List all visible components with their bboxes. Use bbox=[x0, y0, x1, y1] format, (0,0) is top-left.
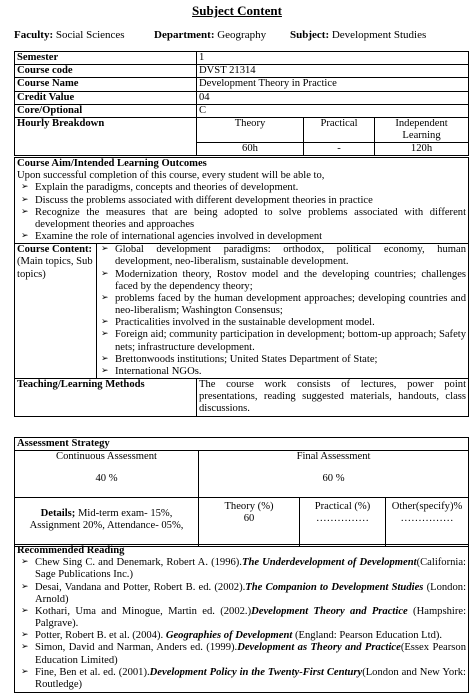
name-row bbox=[15, 78, 469, 91]
content-cell bbox=[97, 244, 469, 379]
content-heading: Course Content: bbox=[17, 244, 93, 256]
reading-title: Development Policy in the Twenty-First Century bbox=[149, 666, 363, 678]
reading-author: Simon, David and Narman, Anders ed. (1999). bbox=[35, 642, 238, 654]
hours-label: Hourly Breakdown bbox=[15, 117, 197, 156]
reading-item bbox=[17, 606, 466, 630]
details-label: Details; bbox=[40, 508, 76, 520]
content-label-cell bbox=[15, 244, 97, 379]
department-label: Department: bbox=[154, 29, 215, 41]
reading-publisher: (Essex Pearson Education Limited) bbox=[35, 642, 466, 666]
practical-percent-value: …………… bbox=[316, 513, 369, 525]
course-meta bbox=[14, 29, 464, 42]
practical-percent-label: Practical (%) bbox=[314, 501, 371, 513]
department bbox=[154, 29, 290, 42]
course-info-table bbox=[14, 51, 469, 156]
list-item: ➢ Foreign aid; community participation in development; bottom-up approach; Safety nets; infrastructure development. bbox=[97, 329, 466, 353]
credit-label: Credit Value bbox=[15, 91, 197, 104]
teaching-heading: Teaching/Learning Methods bbox=[15, 379, 197, 417]
theory-percent-cell bbox=[199, 498, 300, 547]
reading-item bbox=[17, 667, 466, 691]
details-cell bbox=[15, 498, 199, 547]
reading-author: Chew Sing C. and Denemark, Robert A. (1996). bbox=[35, 557, 242, 569]
hours-header-row bbox=[15, 117, 469, 142]
list-item: ➢ Modernization theory, Rostov model and the developing countries; challenges faced by the dependency theory; bbox=[97, 269, 466, 293]
subject-value: Development Studies bbox=[331, 29, 427, 41]
assessment-detail-row bbox=[15, 498, 469, 547]
theory-label: Theory bbox=[197, 117, 304, 142]
reading-table bbox=[14, 544, 469, 693]
faculty bbox=[14, 29, 154, 42]
reading-item bbox=[17, 642, 466, 666]
faculty-value: Social Sciences bbox=[55, 29, 125, 41]
details-text: Mid-term exam- 15%, Assignment 20%, Attendance- 05%, bbox=[29, 508, 184, 532]
continuous-label: Continuous Assessment bbox=[56, 451, 157, 463]
teaching-row bbox=[15, 379, 469, 417]
content-row bbox=[15, 244, 469, 379]
reading-item bbox=[17, 582, 466, 606]
aims-cell bbox=[15, 158, 469, 244]
reading-title: Development as Theory and Practice bbox=[237, 642, 401, 654]
list-item: ➢ problems faced by the human development approaches; developing countries and neo-liberalism; Washington Consensus; bbox=[97, 293, 466, 317]
semester-row bbox=[15, 52, 469, 65]
final-label: Final Assessment bbox=[296, 451, 371, 463]
core-row bbox=[15, 104, 469, 117]
continuous-value: 40 % bbox=[95, 473, 118, 485]
department-value: Geography bbox=[217, 29, 267, 41]
list-item: ➢ Examine the role of international agencies involved in development bbox=[17, 231, 466, 243]
final-cell bbox=[199, 451, 469, 498]
reading-title: The Underdevelopment of Development bbox=[241, 557, 417, 569]
reading-publisher: (California: Sage Publications Inc.) bbox=[35, 557, 466, 581]
list-item: ➢ Discuss the problems associated with different development theories in practice bbox=[17, 195, 466, 207]
practical-hours: - bbox=[304, 143, 375, 156]
reading-heading: Recommended Reading bbox=[17, 545, 125, 556]
semester-label: Semester bbox=[15, 52, 197, 65]
faculty-label: Faculty: bbox=[14, 29, 54, 41]
aims-heading: Course Aim/Intended Learning Outcomes bbox=[17, 158, 207, 169]
reading-publisher: (London and New York: Routledge) bbox=[35, 666, 466, 690]
list-item: ➢ Explain the paradigms, concepts and theories of development. bbox=[17, 182, 466, 194]
reading-title: The Companion to Development Studies bbox=[245, 581, 424, 593]
reading-row bbox=[15, 545, 469, 693]
course-name-value: Development Theory in Practice bbox=[197, 78, 469, 91]
independent-label: Independent Learning bbox=[375, 117, 469, 142]
theory-percent-value: 60 bbox=[243, 513, 255, 525]
reading-cell bbox=[15, 545, 469, 693]
reading-title: Development Theory and Practice bbox=[251, 605, 408, 617]
aims-row bbox=[15, 158, 469, 244]
list-item: ➢ Global development paradigms: orthodox, political economy, human development, neo-liberalism, sustainable development. bbox=[97, 244, 466, 268]
assessment-split-row bbox=[15, 451, 469, 498]
theory-hours: 60h bbox=[197, 143, 304, 156]
aims-intro: Upon successful completion of this course, every student will be able to, bbox=[17, 170, 325, 182]
outcomes-table bbox=[14, 157, 469, 417]
reading-publisher: (England: Pearson Education Ltd). bbox=[292, 630, 443, 642]
content-list bbox=[97, 244, 466, 378]
practical-percent-cell bbox=[300, 498, 386, 547]
theory-percent-label: Theory (%) bbox=[224, 501, 274, 513]
other-percent-value: …………… bbox=[400, 513, 454, 525]
reading-publisher: (London: Arnold) bbox=[35, 581, 467, 605]
reading-title: Geographies of Development bbox=[165, 630, 293, 642]
reading-author: Potter, Robert B. et al. (2004). bbox=[35, 630, 166, 642]
code-row bbox=[15, 65, 469, 78]
final-value: 60 % bbox=[322, 473, 345, 485]
core-value: C bbox=[197, 104, 469, 117]
assessment-table bbox=[14, 437, 469, 547]
subject bbox=[290, 29, 426, 42]
continuous-cell bbox=[15, 451, 199, 498]
list-item: ➢ Brettonwoods institutions; United States Department of State; bbox=[97, 354, 466, 366]
reading-author: Desai, Vandana and Potter, Robert B. ed. (2002). bbox=[35, 581, 246, 593]
reading-author: Kothari, Uma and Minogue, Martin ed. (2002.) bbox=[35, 605, 252, 617]
other-percent-label: Other(specify)% bbox=[391, 501, 463, 513]
course-name-label: Course Name bbox=[15, 78, 197, 91]
reading-list bbox=[17, 557, 466, 691]
teaching-text: The course work consists of lectures, power point presentations, reading suggested materials, handouts, class discussions. bbox=[197, 379, 469, 417]
credit-value: 04 bbox=[197, 91, 469, 104]
list-item: ➢ Practicalities involved in the sustainable development model. bbox=[97, 317, 466, 329]
course-code-label: Course code bbox=[15, 65, 197, 78]
practical-label: Practical bbox=[304, 117, 375, 142]
subject-label: Subject: bbox=[290, 29, 330, 41]
list-item: ➢ International NGOs. bbox=[97, 366, 466, 378]
content-subheading: (Main topics, Sub topics) bbox=[17, 256, 93, 280]
independent-hours: 120h bbox=[375, 143, 469, 156]
reading-item bbox=[17, 630, 466, 642]
reading-item bbox=[17, 557, 466, 581]
aims-list bbox=[17, 182, 466, 243]
assessment-heading: Assessment Strategy bbox=[15, 438, 469, 451]
list-item: ➢ Recognize the measures that are being adopted to solve problems associated with different development theories and approaches bbox=[17, 207, 466, 231]
other-percent-cell bbox=[386, 498, 469, 547]
course-code-value: DVST 21314 bbox=[197, 65, 469, 78]
semester-value: 1 bbox=[197, 52, 469, 65]
assessment-heading-row bbox=[15, 438, 469, 451]
page-title: Subject Content bbox=[192, 3, 282, 18]
reading-author: Fine, Ben et al. ed. (2001). bbox=[35, 666, 150, 678]
credit-row bbox=[15, 91, 469, 104]
reading-publisher: (Hampshire: Palgrave). bbox=[35, 605, 467, 630]
core-label: Core/Optional bbox=[15, 104, 197, 117]
